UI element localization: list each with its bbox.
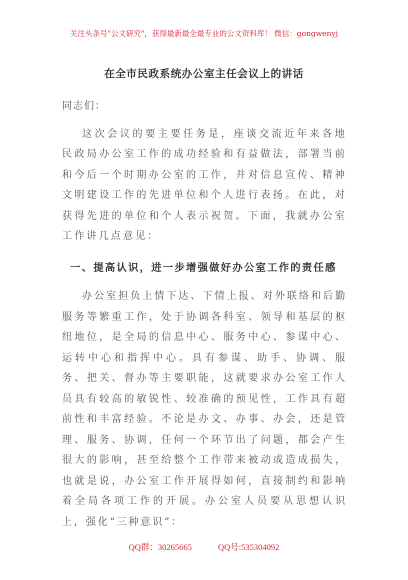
- section-heading: 一、提高认识，进一步增强做好办公室工作的责任感: [70, 261, 337, 274]
- document-title: 在全市民政系统办公室主任会议上的讲话: [104, 68, 304, 80]
- footer-contact: [0, 541, 408, 553]
- document-body: [62, 97, 347, 533]
- paragraph-office-duties: 办公室担负上情下达、下情上报、对外联络和后勤服务等繁重工作，处于协调各科室、领导和基层的枢纽地位，是全局的信息中心、服务中心、参谋中心、运转中心和指挥中心。具有参谋、助手、协调、服务、把关、督办等主要职能，这就要求办公室工作人员具有较高的敏锐性、较准确的预见性，工作具有超前性和丰富经验。不论是办文、办事、办会，还是管理、服务、协调，任何一个环节出了问题，都会产生很大的影响，甚至给整个工作带来被动或造成损失，也就是说，办公室工作开展得如何，直接制约和影响着全局各项工作的开展。办公室人员要从思想认识上，强化“三种意识”：: [62, 291, 347, 528]
- footer-qq-group: QQ群：30265665: [128, 542, 192, 552]
- salutation: 同志们：: [62, 101, 106, 112]
- footer-qq-number: QQ号:535304092: [217, 542, 280, 552]
- header-promo-note: 关注头条号"公文研究"，获得最新最全最专业的公文资料库！ 微信：gongwenyj: [70, 29, 338, 38]
- paragraph-intro: 这次会议的要主要任务是，座谈交流近年来各地民政局办公室工作的成功经验和有益做法，部署当前和今后一个时期办公室的工作，并对信息宣传、精神文明建设工作的先进单位和个人进行表扬。在此，对获得先进的单位和个人表示祝贺。下面，我就办公室工作讲几点意见：: [62, 128, 347, 242]
